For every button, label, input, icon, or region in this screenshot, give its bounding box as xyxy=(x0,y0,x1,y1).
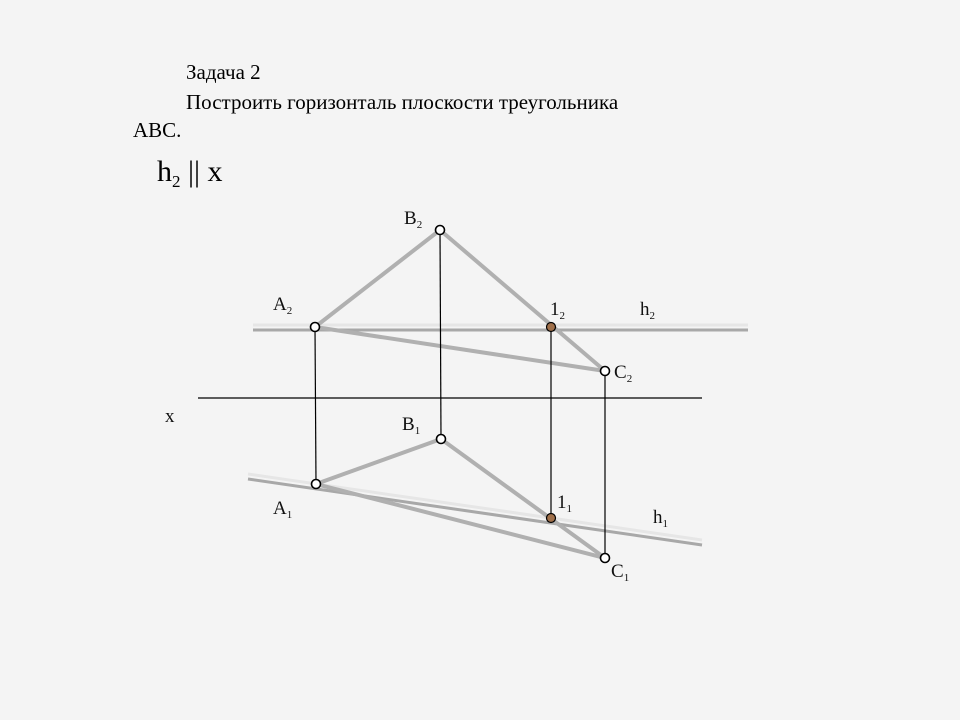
formula-parallel-x: || x xyxy=(180,155,223,188)
edge-A1-B1 xyxy=(316,439,441,484)
label-C2: $C_2$ xyxy=(614,362,633,385)
edge-B1-C1 xyxy=(441,439,605,558)
point-B2 xyxy=(436,226,445,235)
label-B2: $B_2$ xyxy=(404,208,423,231)
point-A1 xyxy=(312,480,321,489)
task-text-continuation: АВС. xyxy=(133,118,182,142)
label-x-axis: x xyxy=(165,406,175,427)
label-A1: $A_1$ xyxy=(273,498,293,521)
point-C1 xyxy=(601,554,610,563)
label-h2: $h_2$ xyxy=(640,299,655,322)
task-text: Построить горизонталь плоскости треугольника xyxy=(186,90,619,114)
link-line-A xyxy=(315,327,316,484)
task-title: Задача 2 xyxy=(186,60,261,84)
label-C1: $C_1$ xyxy=(611,561,630,584)
link-line-B xyxy=(440,230,441,439)
formula-h: h xyxy=(157,155,172,188)
point-1-1 xyxy=(547,514,556,523)
label-A2: $A_2$ xyxy=(273,294,293,317)
point-A2 xyxy=(311,323,320,332)
edge-A2-B2 xyxy=(315,230,440,327)
label-B1: $B_1$ xyxy=(402,414,421,437)
label-1-1: $1_1$ xyxy=(557,492,572,515)
label-1-2: $1_2$ xyxy=(550,299,565,322)
point-B1 xyxy=(437,435,446,444)
label-h1: $h_1$ xyxy=(653,507,668,530)
formula-subscript: 2 xyxy=(172,172,181,191)
point-1-2 xyxy=(547,323,556,332)
point-C2 xyxy=(601,367,610,376)
